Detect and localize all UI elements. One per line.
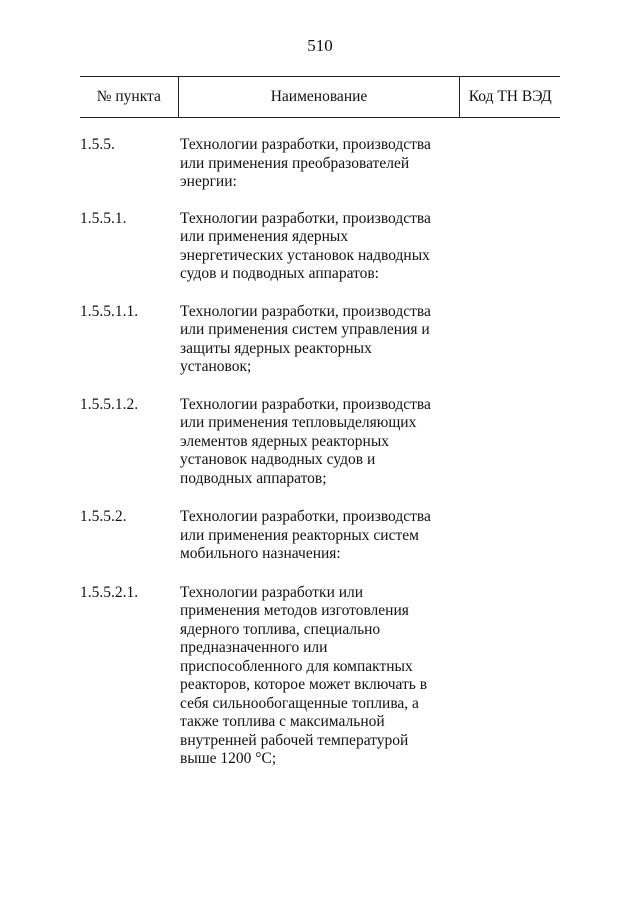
- table-row: [80, 210, 560, 284]
- row-number: 1.5.5.1.2.: [80, 395, 139, 413]
- table-header: [80, 76, 560, 118]
- text-line: себя сильнообогащенные топлива, а: [180, 694, 419, 712]
- text-line: приспособленного для компактных: [180, 657, 413, 675]
- text-line: выше 1200 °С;: [180, 750, 277, 767]
- table-body: [80, 136, 560, 769]
- page-number: 510: [307, 36, 333, 55]
- table-row: [80, 584, 560, 769]
- row-description: [180, 584, 450, 769]
- text-line: предназначенного или: [180, 639, 328, 656]
- text-line: Технологии разработки или: [180, 583, 364, 601]
- row-description: [180, 508, 450, 564]
- table-row: [80, 136, 560, 192]
- header-name: Наименование: [179, 77, 461, 117]
- text-line: подводных аппаратов;: [180, 469, 327, 487]
- text-line: или применения тепловыделяющих: [180, 414, 417, 431]
- header-code: Код ТН ВЭД: [468, 88, 552, 105]
- text-line: реакторов, которое может включать в: [180, 676, 428, 693]
- text-line: ядерного топлива, специально: [180, 620, 381, 638]
- row-number: 1.5.5.1.: [80, 209, 127, 227]
- row-number: 1.5.5.: [80, 136, 115, 153]
- row-number: 1.5.5.2.1.: [80, 583, 139, 601]
- table-row: [80, 396, 560, 489]
- text-line: установок;: [180, 358, 252, 375]
- text-line: также топлива с максимальной: [180, 713, 385, 730]
- text-line: Технологии разработки, производства: [180, 395, 431, 413]
- table-row: [80, 508, 560, 564]
- text-line: мобильного назначения:: [180, 545, 341, 562]
- text-line: судов и подводных аппаратов:: [180, 265, 379, 282]
- text-line: элементов ядерных реакторных: [180, 432, 390, 450]
- text-line: или применения реакторных систем: [180, 526, 419, 544]
- text-line: Технологии разработки, производства: [180, 302, 431, 320]
- table-row: [80, 303, 560, 377]
- text-line: или применения систем управления и: [180, 321, 430, 338]
- text-line: или применения ядерных: [180, 228, 349, 245]
- row-description: [180, 396, 450, 489]
- text-line: установок надводных судов и: [180, 451, 376, 468]
- text-line: Технологии разработки, производства: [180, 508, 431, 525]
- row-number: 1.5.5.2.: [80, 508, 127, 525]
- text-line: энергетических установок надводных: [180, 246, 430, 264]
- row-description: [180, 136, 450, 192]
- text-line: Технологии разработки, производства: [180, 209, 431, 227]
- row-description: [180, 210, 450, 284]
- row-number: 1.5.5.1.1.: [80, 302, 139, 320]
- text-line: применения методов изготовления: [180, 602, 409, 619]
- text-line: защиты ядерных реакторных: [180, 339, 372, 357]
- text-line: или применения преобразователей: [180, 154, 410, 172]
- header-item-number: № пункта: [80, 77, 179, 117]
- row-description: [180, 303, 450, 377]
- text-line: Технологии разработки, производства: [180, 136, 431, 153]
- text-line: внутренней рабочей температурой: [180, 731, 409, 749]
- text-line: энергии:: [180, 173, 237, 190]
